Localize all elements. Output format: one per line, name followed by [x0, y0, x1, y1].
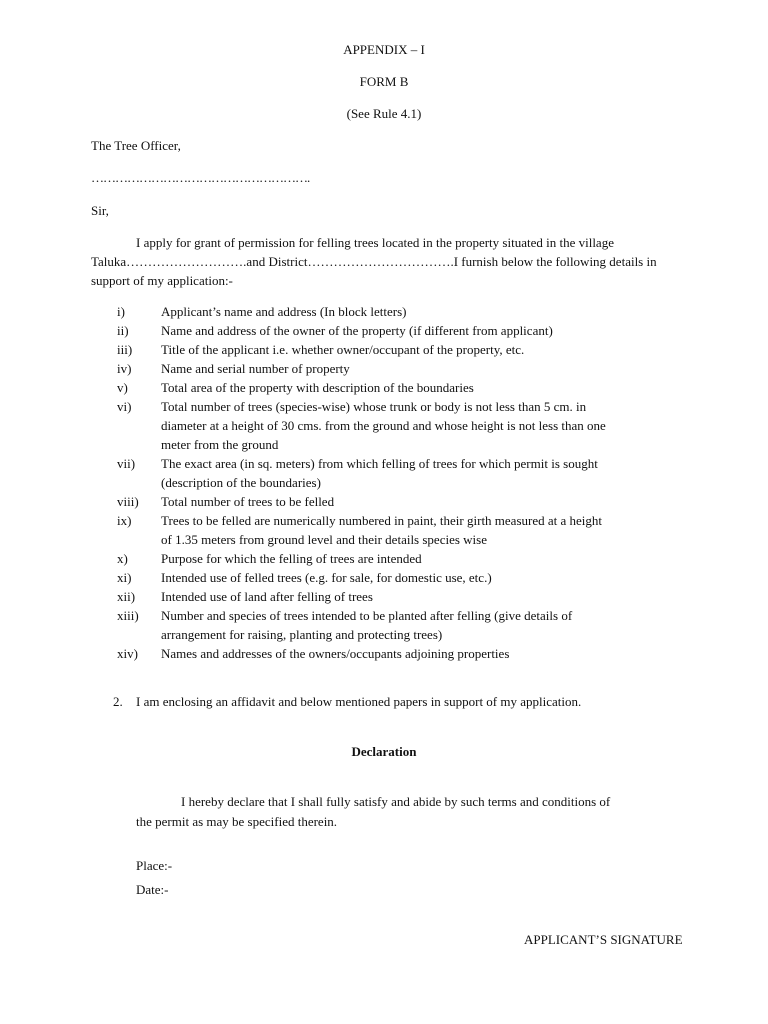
item-text: Number and species of trees intended to be planted after felling (give details of arrangement for raising, planting and protecting trees) [161, 608, 573, 642]
form-title: FORM B [359, 74, 409, 89]
item-number: xi) [117, 570, 132, 585]
item-text: Applicant’s name and address (In block letters) [161, 304, 407, 319]
list-item [117, 397, 677, 454]
item-number: xiii) [117, 608, 139, 623]
item-text: Name and serial number of property [161, 361, 350, 376]
intro-line-1: I apply for grant of permission for felling trees located in the property situated in the village [136, 235, 614, 250]
list-item [117, 587, 677, 606]
item-number: ix) [117, 513, 132, 528]
item-text: Intended use of land after felling of trees [161, 589, 373, 604]
list-item [117, 511, 677, 549]
addressee-title: The Tree Officer, [91, 138, 181, 153]
list-item [117, 454, 677, 492]
item-text: The exact area (in sq. meters) from which felling of trees for which permit is sought (description of the boundaries) [161, 456, 598, 490]
point-2-number: 2. [113, 694, 123, 709]
details-list [117, 302, 677, 663]
list-item [117, 302, 677, 321]
item-text: Intended use of felled trees (e.g. for sale, for domestic use, etc.) [161, 570, 492, 585]
item-number: vii) [117, 456, 136, 471]
salutation: Sir, [91, 203, 109, 218]
item-number: iii) [117, 342, 133, 357]
item-text: Trees to be felled are numerically numbered in paint, their girth measured at a height of 1.35 meters from ground level and their details species wise [161, 513, 603, 547]
declaration-heading: Declaration [351, 744, 417, 759]
intro-line-3: support of my application:- [91, 273, 233, 288]
item-text: Purpose for which the felling of trees are intended [161, 551, 422, 566]
applicant-signature-label: APPLICANT’S SIGNATURE [524, 932, 683, 947]
rule-reference: (See Rule 4.1) [346, 106, 422, 121]
item-number: vi) [117, 399, 132, 414]
list-item [117, 568, 677, 587]
addressee-blank-line: ………………………………………………. [91, 170, 310, 185]
item-text: Names and addresses of the owners/occupants adjoining properties [161, 646, 510, 661]
item-text: Total number of trees to be felled [161, 494, 335, 509]
item-number: iv) [117, 361, 132, 376]
item-number: ii) [117, 323, 129, 338]
list-item [117, 359, 677, 378]
item-number: xii) [117, 589, 136, 604]
appendix-title: APPENDIX – I [343, 42, 425, 57]
date-label: Date:- [136, 882, 169, 897]
declaration-line-2: the permit as may be specified therein. [136, 814, 338, 829]
item-text: Title of the applicant i.e. whether owner/occupant of the property, etc. [161, 342, 525, 357]
intro-line-2: Taluka……………………….and District…………………………….I furnish below the following details in [91, 254, 657, 269]
list-item [117, 644, 677, 663]
list-item [117, 606, 677, 644]
list-item [117, 549, 677, 568]
item-text: Name and address of the owner of the property (if different from applicant) [161, 323, 553, 338]
list-item [117, 321, 677, 340]
list-item [117, 340, 677, 359]
item-number: x) [117, 551, 128, 566]
place-label: Place:- [136, 858, 173, 873]
item-number: v) [117, 380, 128, 395]
list-item [117, 378, 677, 397]
item-number: xiv) [117, 646, 138, 661]
item-number: i) [117, 304, 125, 319]
list-item [117, 492, 677, 511]
declaration-line-1: I hereby declare that I shall fully satisfy and abide by such terms and conditions of [181, 794, 611, 809]
item-text: Total number of trees (species-wise) whose trunk or body is not less than 5 cm. in diameter at a height of 30 cms. from the ground and whose height is not less than one meter from the ground [161, 399, 606, 452]
item-number: viii) [117, 494, 139, 509]
point-2-text: I am enclosing an affidavit and below mentioned papers in support of my application. [136, 694, 582, 709]
item-text: Total area of the property with description of the boundaries [161, 380, 474, 395]
